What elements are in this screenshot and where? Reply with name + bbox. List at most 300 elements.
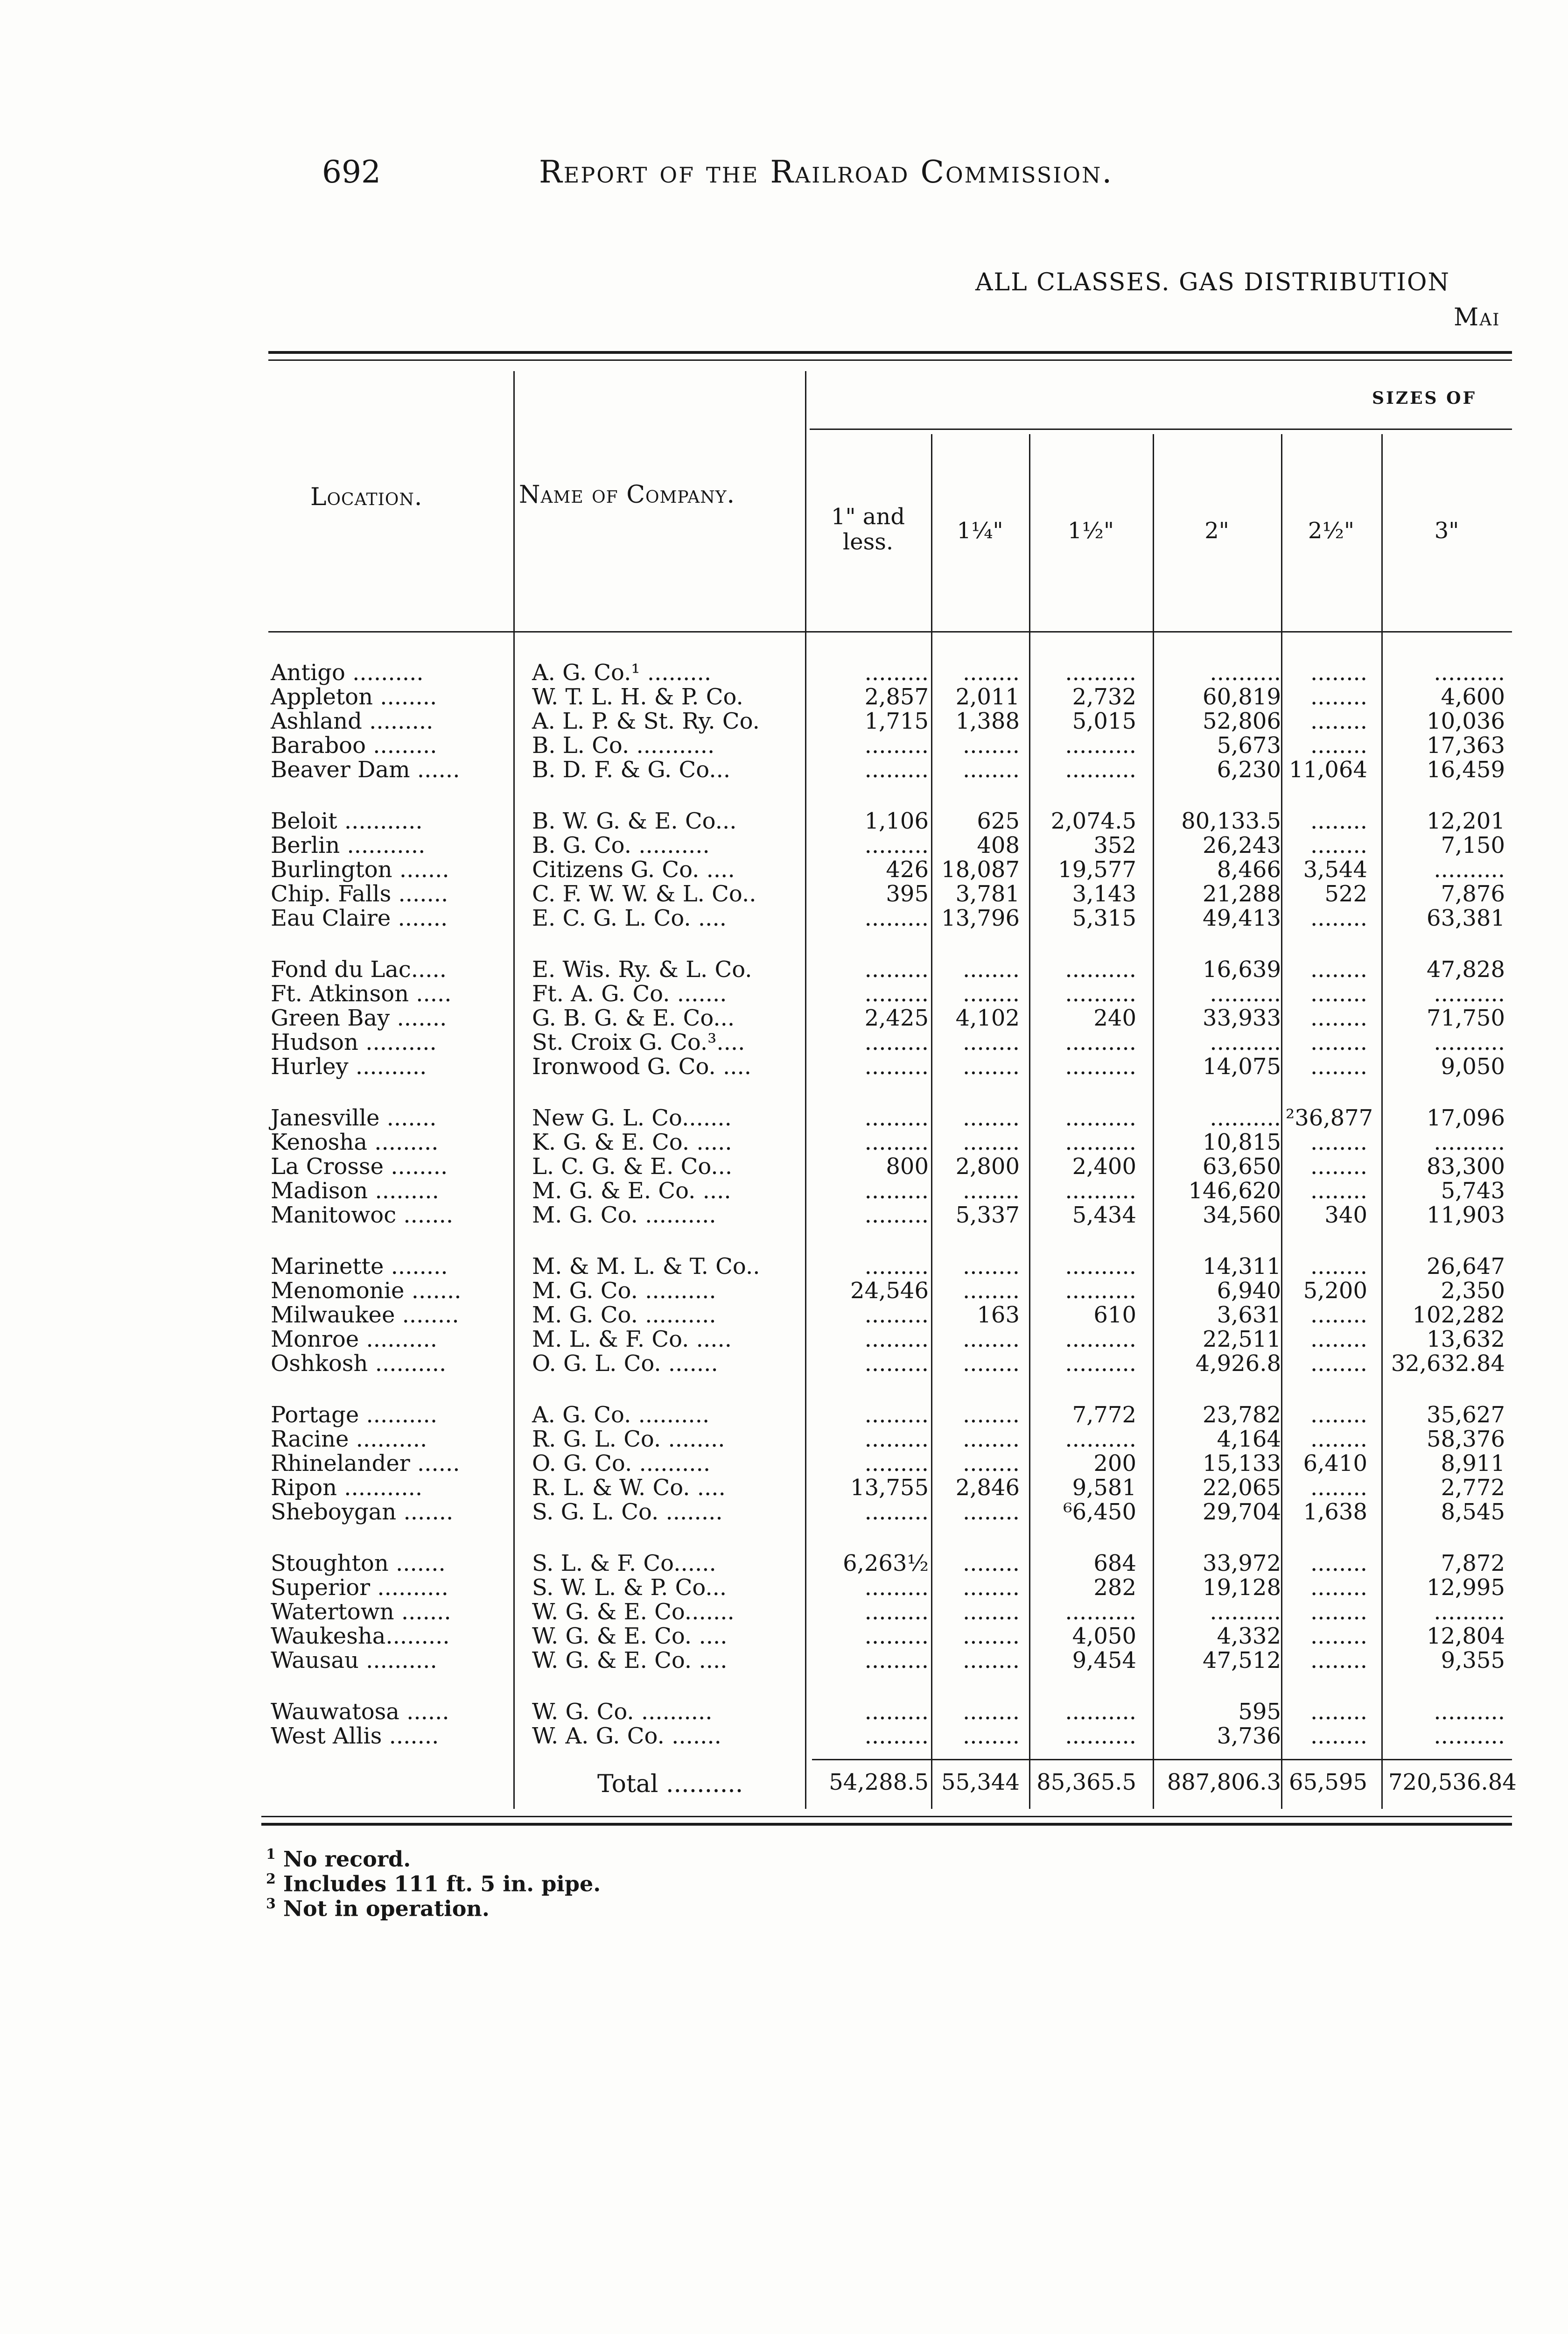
header-size-4: 2"	[1204, 518, 1229, 544]
location-cell: Oshkosh ..........	[271, 1350, 447, 1377]
footnote-text: Includes 111 ft. 5 in. pipe.	[283, 1871, 601, 1897]
size-3-cell: ..........	[1065, 1699, 1136, 1725]
size-3-cell: ..........	[1065, 660, 1136, 686]
size-4-cell: 4,332	[1217, 1623, 1281, 1649]
size-3-cell: ..........	[1065, 1350, 1136, 1377]
total-size-1: 54,288.5	[829, 1769, 929, 1795]
size-1-cell: 395	[886, 881, 929, 907]
footnote-1	[266, 1846, 411, 1871]
table-row	[0, 685, 1568, 709]
size-2-cell: ........	[962, 1499, 1020, 1525]
size-4-cell: 33,972	[1203, 1550, 1281, 1576]
company-cell: Citizens G. Co. ....	[532, 857, 735, 883]
size-6-cell: 5,743	[1441, 1178, 1505, 1204]
table-row	[0, 1500, 1568, 1524]
size-5-cell: ........	[1310, 1302, 1367, 1328]
size-2-cell: 2,011	[955, 684, 1020, 710]
location-cell: Ripon ...........	[271, 1475, 423, 1501]
size-6-cell: 8,911	[1441, 1450, 1505, 1476]
size-5-cell: 340	[1324, 1202, 1367, 1228]
table-row	[0, 758, 1568, 782]
size-3-cell: 352	[1093, 832, 1136, 858]
size-4-cell: 23,782	[1203, 1402, 1281, 1428]
size-2-cell: 18,087	[941, 857, 1020, 883]
company-cell: W. G. & E. Co. ....	[532, 1623, 728, 1649]
company-cell: M. G. Co. ..........	[532, 1278, 716, 1304]
table-row	[0, 1476, 1568, 1500]
size-1-cell: .........	[864, 1599, 929, 1625]
size-4-cell: 6,230	[1217, 757, 1281, 783]
size-4-cell: 14,311	[1203, 1253, 1281, 1279]
company-cell: O. G. L. Co. .......	[532, 1350, 718, 1377]
size-2-cell: ........	[962, 1623, 1020, 1649]
top-rule-thin	[268, 359, 1512, 361]
table-row	[0, 1130, 1568, 1154]
size-4-cell: 6,940	[1217, 1278, 1281, 1304]
size-1-cell: .........	[864, 1029, 929, 1055]
size-6-cell: ..........	[1434, 1699, 1505, 1725]
location-cell: Appleton ........	[271, 684, 437, 710]
size-1-cell: .........	[864, 1350, 929, 1377]
total-rule	[812, 1759, 1512, 1760]
header-rule	[268, 631, 1512, 633]
size-1-cell: .........	[864, 1129, 929, 1155]
size-3-cell: ..........	[1065, 956, 1136, 983]
table-row	[0, 1279, 1568, 1303]
size-2-cell: ........	[962, 1178, 1020, 1204]
table-row	[0, 1700, 1568, 1724]
footnote-2	[266, 1871, 601, 1896]
size-6-cell: 9,050	[1441, 1054, 1505, 1080]
company-cell: K. G. & E. Co. .....	[532, 1129, 732, 1155]
size-2-cell: ........	[962, 1647, 1020, 1673]
company-cell: W. G. & E. Co. ....	[532, 1647, 728, 1673]
size-1-cell: 6,263½	[843, 1550, 929, 1576]
location-cell: Menomonie .......	[271, 1278, 462, 1304]
size-4-cell: 5,673	[1217, 732, 1281, 759]
size-4-cell: 10,815	[1203, 1129, 1281, 1155]
size-6-cell: 2,772	[1441, 1475, 1505, 1501]
company-cell: E. C. G. L. Co. ....	[532, 905, 727, 931]
location-cell: Marinette ........	[271, 1253, 448, 1279]
size-6-cell: 7,872	[1441, 1550, 1505, 1576]
location-cell: Waukesha.........	[271, 1623, 450, 1649]
size-4-cell: 4,164	[1217, 1426, 1281, 1452]
table-row	[0, 858, 1568, 882]
size-3-cell: 610	[1093, 1302, 1136, 1328]
size-4-cell: 3,736	[1217, 1723, 1281, 1749]
location-cell: Wausau ..........	[271, 1647, 437, 1673]
size-1-cell: .........	[864, 1054, 929, 1080]
table-row	[0, 1179, 1568, 1203]
size-6-cell: 32,632.84	[1391, 1350, 1505, 1377]
size-6-cell: 12,804	[1427, 1623, 1505, 1649]
size-4-cell: 49,413	[1203, 905, 1281, 931]
company-cell: A. G. Co.¹ .........	[532, 660, 712, 686]
size-2-cell: ........	[962, 1129, 1020, 1155]
size-4-cell: ..........	[1210, 1105, 1281, 1131]
size-3-cell: ..........	[1065, 1599, 1136, 1625]
total-size-5: 65,595	[1289, 1769, 1367, 1795]
table-row	[0, 1427, 1568, 1451]
size-4-cell: 47,512	[1203, 1647, 1281, 1673]
company-cell: R. L. & W. Co. ....	[532, 1475, 726, 1501]
size-6-cell: 26,647	[1427, 1253, 1505, 1279]
size-5-cell: ........	[1310, 1054, 1367, 1080]
size-6-cell: 13,632	[1427, 1326, 1505, 1352]
size-4-cell: 22,065	[1203, 1475, 1281, 1501]
size-4-cell: 52,806	[1203, 708, 1281, 734]
company-cell: New G. L. Co.......	[532, 1105, 732, 1131]
size-2-cell: ........	[962, 1278, 1020, 1304]
size-6-cell: ..........	[1434, 1599, 1505, 1625]
location-cell: Ft. Atkinson .....	[271, 981, 452, 1007]
company-cell: Ironwood G. Co. ....	[532, 1054, 752, 1080]
location-cell: Burlington .......	[271, 857, 449, 883]
size-1-cell: 426	[886, 857, 929, 883]
size-5-cell: ........	[1310, 1029, 1367, 1055]
total-size-6: 720,536.84	[1388, 1769, 1517, 1795]
size-5-cell: ........	[1310, 1350, 1367, 1377]
size-1-cell: .........	[864, 1253, 929, 1279]
total-row	[0, 1770, 1568, 1794]
company-cell: C. F. W. W. & L. Co..	[532, 881, 756, 907]
location-cell: Chip. Falls .......	[271, 881, 448, 907]
size-6-cell: 7,876	[1441, 881, 1505, 907]
size-5-cell: ........	[1310, 660, 1367, 686]
size-2-cell: 2,846	[955, 1475, 1020, 1501]
table-row	[0, 1327, 1568, 1351]
location-cell: Antigo ..........	[271, 660, 424, 686]
size-1-cell: .........	[864, 660, 929, 686]
size-4-cell: 4,926.8	[1195, 1350, 1281, 1377]
size-4-cell: 16,639	[1203, 956, 1281, 983]
size-1-cell: 2,857	[864, 684, 929, 710]
size-5-cell: ........	[1310, 684, 1367, 710]
size-1-cell: .........	[864, 1426, 929, 1452]
location-cell: Monroe ..........	[271, 1326, 438, 1352]
location-cell: Beaver Dam ......	[271, 757, 460, 783]
size-1-cell: .........	[864, 1575, 929, 1601]
size-1-cell: .........	[864, 956, 929, 983]
size-6-cell: 102,282	[1412, 1302, 1505, 1328]
page-number: 692	[322, 154, 381, 190]
size-1-cell: .........	[864, 1647, 929, 1673]
size-3-cell: 5,315	[1072, 905, 1136, 931]
company-cell: R. G. L. Co. ........	[532, 1426, 725, 1452]
size-5-cell: ........	[1310, 1326, 1367, 1352]
table-row	[0, 882, 1568, 906]
size-6-cell: ..........	[1434, 1723, 1505, 1749]
size-3-cell: ..........	[1065, 1029, 1136, 1055]
size-1-cell: .........	[864, 1326, 929, 1352]
location-cell: West Allis .......	[271, 1723, 439, 1749]
size-6-cell: 16,459	[1427, 757, 1505, 783]
size-2-cell: 408	[977, 832, 1020, 858]
header-sizes-group: SIZES OF	[1372, 388, 1477, 408]
size-1-cell: .........	[864, 905, 929, 931]
size-6-cell: 58,376	[1427, 1426, 1505, 1452]
size-6-cell: 7,150	[1441, 832, 1505, 858]
size-5-cell: ........	[1310, 1129, 1367, 1155]
size-1-cell: .........	[864, 757, 929, 783]
size-1-cell: .........	[864, 1499, 929, 1525]
size-2-cell: 625	[977, 808, 1020, 834]
location-cell: Milwaukee ........	[271, 1302, 459, 1328]
size-4-cell: 34,560	[1203, 1202, 1281, 1228]
size-2-cell: ........	[962, 1253, 1020, 1279]
location-cell: Sheboygan .......	[271, 1499, 454, 1525]
footnote-3	[266, 1896, 490, 1921]
table-row	[0, 1030, 1568, 1055]
size-2-cell: ........	[962, 1350, 1020, 1377]
size-3-cell: ..........	[1065, 1426, 1136, 1452]
company-cell: St. Croix G. Co.³....	[532, 1029, 745, 1055]
company-cell: W. T. L. H. & P. Co.	[532, 684, 743, 710]
company-cell: A. L. P. & St. Ry. Co.	[532, 708, 760, 734]
company-cell: Ft. A. G. Co. .......	[532, 981, 727, 1007]
size-4-cell: 19,128	[1203, 1575, 1281, 1601]
location-cell: Fond du Lac.....	[271, 956, 447, 983]
table-row	[0, 1451, 1568, 1476]
size-5-cell: 5,200	[1303, 1278, 1367, 1304]
size-5-cell: ........	[1310, 1575, 1367, 1601]
company-cell: M. G. Co. ..........	[532, 1302, 716, 1328]
table-row	[0, 733, 1568, 758]
size-2-cell: 4,102	[955, 1005, 1020, 1031]
location-cell: Baraboo .........	[271, 732, 437, 759]
location-cell: Wauwatosa ......	[271, 1699, 449, 1725]
table-row	[0, 1724, 1568, 1748]
size-5-cell: ........	[1310, 1253, 1367, 1279]
size-1-cell: .........	[864, 1202, 929, 1228]
size-3-cell: 5,434	[1072, 1202, 1136, 1228]
size-3-cell: 240	[1093, 1005, 1136, 1031]
size-3-cell: 19,577	[1058, 857, 1136, 883]
size-3-cell: ..........	[1065, 732, 1136, 759]
size-6-cell: 8,545	[1441, 1499, 1505, 1525]
size-2-cell: ........	[962, 1326, 1020, 1352]
size-1-cell: .........	[864, 1105, 929, 1131]
table-row	[0, 1351, 1568, 1376]
size-4-cell: 8,466	[1217, 857, 1281, 883]
size-3-cell: ..........	[1065, 757, 1136, 783]
size-2-cell: 3,781	[955, 881, 1020, 907]
footnote-text: No record.	[283, 1846, 411, 1872]
size-4-cell: 15,133	[1203, 1450, 1281, 1476]
size-6-cell: 17,363	[1427, 732, 1505, 759]
size-2-cell: ........	[962, 732, 1020, 759]
footnote-mark: 1	[266, 1846, 276, 1863]
size-5-cell: 3,544	[1303, 857, 1367, 883]
company-cell: S. G. L. Co. ........	[532, 1499, 723, 1525]
table-row	[0, 957, 1568, 982]
size-3-cell: 684	[1093, 1550, 1136, 1576]
size-3-cell: 5,015	[1072, 708, 1136, 734]
size-6-cell: 12,201	[1427, 808, 1505, 834]
company-cell: W. G. & E. Co.......	[532, 1599, 735, 1625]
company-cell: B. L. Co. ...........	[532, 732, 715, 759]
size-5-cell: ........	[1310, 1178, 1367, 1204]
size-1-cell: 24,546	[850, 1278, 929, 1304]
size-5-cell: ........	[1310, 808, 1367, 834]
company-cell: W. A. G. Co. .......	[532, 1723, 721, 1749]
size-2-cell: ........	[962, 1402, 1020, 1428]
company-cell: S. W. L. & P. Co...	[532, 1575, 727, 1601]
location-cell: Rhinelander ......	[271, 1450, 460, 1476]
table-row	[0, 1106, 1568, 1130]
footnote-text: Not in operation.	[283, 1896, 490, 1921]
size-2-cell: 2,800	[955, 1153, 1020, 1180]
size-1-cell: 1,106	[864, 808, 929, 834]
size-5-cell: ........	[1310, 1699, 1367, 1725]
table-row	[0, 1154, 1568, 1179]
size-2-cell: ........	[962, 1599, 1020, 1625]
header-location: Location.	[310, 483, 423, 511]
table-row	[0, 982, 1568, 1006]
table-row	[0, 709, 1568, 733]
size-3-cell: ..........	[1065, 1129, 1136, 1155]
location-cell: Eau Claire .......	[271, 905, 448, 931]
size-5-cell: 1,638	[1303, 1499, 1367, 1525]
size-6-cell: 47,828	[1427, 956, 1505, 983]
size-3-cell: 2,400	[1072, 1153, 1136, 1180]
table-row	[0, 1575, 1568, 1600]
size-4-cell: 146,620	[1188, 1178, 1281, 1204]
size-5-cell: ........	[1310, 905, 1367, 931]
company-cell: E. Wis. Ry. & L. Co.	[532, 956, 752, 983]
size-6-cell: 17,096	[1427, 1105, 1505, 1131]
bottom-rule	[261, 1823, 1512, 1826]
table-row	[0, 1403, 1568, 1427]
location-cell: Watertown .......	[271, 1599, 451, 1625]
size-1-cell: .........	[864, 732, 929, 759]
size-5-cell: ........	[1310, 1426, 1367, 1452]
location-cell: Racine ..........	[271, 1426, 427, 1452]
bottom-rule-thin	[261, 1816, 1512, 1817]
size-5-cell: ........	[1310, 832, 1367, 858]
size-1-cell: .........	[864, 1623, 929, 1649]
size-1-cell: 13,755	[850, 1475, 929, 1501]
size-4-cell: ..........	[1210, 981, 1281, 1007]
size-1-cell: .........	[864, 1178, 929, 1204]
location-cell: Superior ..........	[271, 1575, 448, 1601]
size-1-cell: .........	[864, 1450, 929, 1476]
size-2-cell: ........	[962, 1575, 1020, 1601]
size-5-cell: ........	[1310, 1005, 1367, 1031]
company-cell: B. G. Co. ..........	[532, 832, 710, 858]
size-2-cell: ........	[962, 981, 1020, 1007]
size-6-cell: 4,600	[1441, 684, 1505, 710]
size-5-cell: ........	[1310, 1723, 1367, 1749]
company-cell: W. G. Co. ..........	[532, 1699, 713, 1725]
table-row	[0, 1254, 1568, 1279]
location-cell: Portage ..........	[271, 1402, 438, 1428]
table-row	[0, 1551, 1568, 1575]
size-5-cell: ........	[1310, 981, 1367, 1007]
company-cell: M. & M. L. & T. Co..	[532, 1253, 760, 1279]
size-6-cell: 83,300	[1427, 1153, 1505, 1180]
location-cell: Kenosha .........	[271, 1129, 439, 1155]
size-2-cell: ........	[962, 1699, 1020, 1725]
size-3-cell: 4,050	[1072, 1623, 1136, 1649]
company-cell: M. G. Co. ..........	[532, 1202, 716, 1228]
size-3-cell: 282	[1093, 1575, 1136, 1601]
header-size-1: 1" and less.	[831, 504, 905, 555]
size-2-cell: ........	[962, 660, 1020, 686]
size-2-cell: ........	[962, 1054, 1020, 1080]
size-1-cell: .........	[864, 981, 929, 1007]
table-row	[0, 661, 1568, 685]
size-6-cell: 12,995	[1427, 1575, 1505, 1601]
size-4-cell: 60,819	[1203, 684, 1281, 710]
table-row	[0, 1648, 1568, 1673]
size-5-cell: ........	[1310, 1475, 1367, 1501]
size-5-cell: ........	[1310, 1153, 1367, 1180]
location-cell: Stoughton .......	[271, 1550, 446, 1576]
header-company: Name of Company.	[519, 481, 735, 509]
size-4-cell: 21,288	[1203, 881, 1281, 907]
running-head: Report of the Railroad Commission.	[539, 154, 1113, 190]
size-3-cell: ..........	[1065, 1326, 1136, 1352]
size-5-cell: ........	[1310, 1599, 1367, 1625]
size-2-cell: ........	[962, 1723, 1020, 1749]
size-4-cell: 3,631	[1217, 1302, 1281, 1328]
size-3-cell: 3,143	[1072, 881, 1136, 907]
table-row	[0, 1303, 1568, 1327]
size-2-cell: 1,388	[955, 708, 1020, 734]
total-size-2: 55,344	[941, 1769, 1020, 1795]
size-3-cell: ..........	[1065, 1278, 1136, 1304]
header-size-5: 2½"	[1308, 518, 1355, 544]
size-6-cell: 2,350	[1441, 1278, 1505, 1304]
company-cell: S. L. & F. Co......	[532, 1550, 716, 1576]
footnote-mark: 2	[266, 1871, 276, 1887]
size-5-cell: ........	[1310, 1550, 1367, 1576]
location-cell: Madison .........	[271, 1178, 439, 1204]
company-cell: O. G. Co. ..........	[532, 1450, 711, 1476]
size-4-cell: 80,133.5	[1181, 808, 1281, 834]
size-3-cell: 9,454	[1072, 1647, 1136, 1673]
size-3-cell: 2,732	[1072, 684, 1136, 710]
size-2-cell: 13,796	[941, 905, 1020, 931]
company-cell: L. C. G. & E. Co...	[532, 1153, 733, 1180]
size-1-cell: .........	[864, 1302, 929, 1328]
table-subcaption: Mai	[1454, 303, 1500, 331]
size-4-cell: 14,075	[1203, 1054, 1281, 1080]
size-5-cell: ........	[1310, 1402, 1367, 1428]
size-5-cell: ........	[1310, 1623, 1367, 1649]
table-row	[0, 833, 1568, 858]
size-3-cell: ..........	[1065, 981, 1136, 1007]
location-cell: Beloit ...........	[271, 808, 423, 834]
size-5-cell: 6,410	[1303, 1450, 1367, 1476]
table-row	[0, 1600, 1568, 1624]
size-5-cell: ........	[1310, 732, 1367, 759]
size-3-cell: ⁶6,450	[1063, 1499, 1136, 1525]
location-cell: Ashland .........	[271, 708, 434, 734]
total-size-4: 887,806.3	[1167, 1769, 1281, 1795]
table-row	[0, 906, 1568, 930]
company-cell: B. W. G. & E. Co...	[532, 808, 737, 834]
size-5-cell: ²36,877	[1286, 1105, 1373, 1131]
size-5-cell: ........	[1310, 956, 1367, 983]
size-2-cell: ........	[962, 956, 1020, 983]
size-2-cell: ........	[962, 1550, 1020, 1576]
location-cell: Berlin ...........	[271, 832, 426, 858]
table-row	[0, 809, 1568, 833]
size-6-cell: 71,750	[1427, 1005, 1505, 1031]
